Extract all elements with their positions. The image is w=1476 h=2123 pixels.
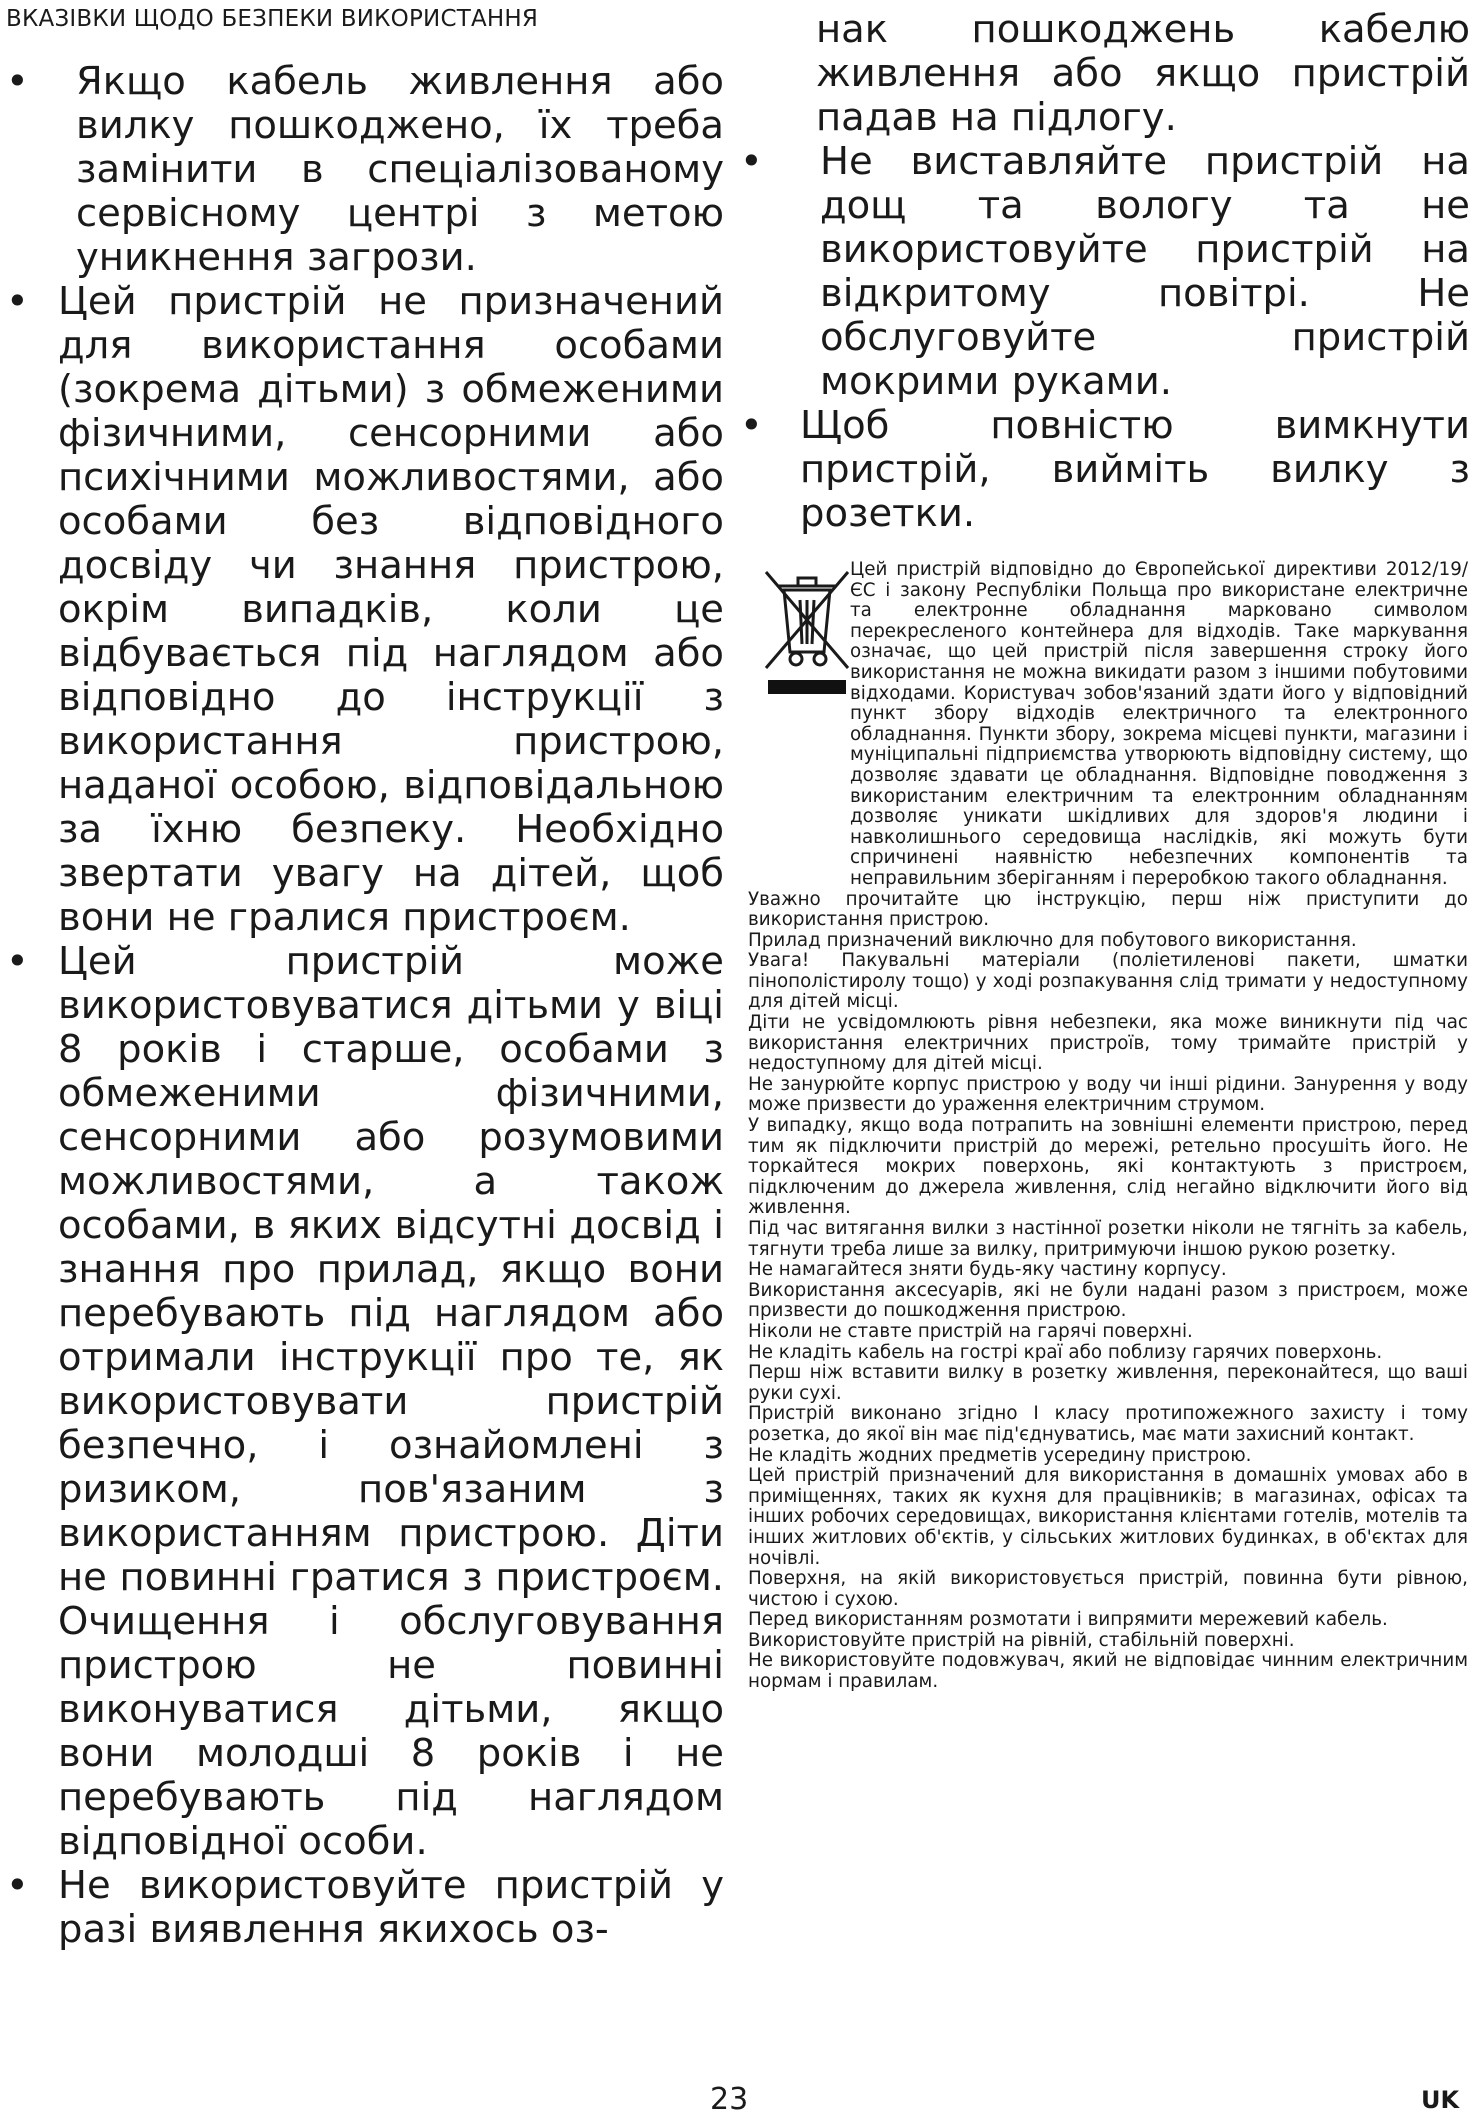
weee-paragraph: Цей пристрій відповідно до Європейської директиви 2012/19/ЄС і закону Республіки Польща про використане електричне та електронне обладнання марковано символом перекресленого контейнера для відходів. Таке маркування означає, що цей пристрій після завершення строку його використання не можна викидати разом з іншими побутовими відходами. Користувач зобов'язаний здати його у відповідний пункт збору відходів електричного та електронного обладнання. Пункти збору, зокрема місцеві пункти, магазини і муніципальні підприємства утворюють відповідну систему, що дозволяє здавати це обладнання. Відповідне поводження з використаним електричним та електронним обладнанням дозволяє уникати шкідливих для здоров'я людини і навколишнього середовища наслідків, які можуть бути спричинені наявністю небезпечних компонентів та неправильним зберіганням і переробкою такого обладнання.	[850, 559, 1468, 889]
note: Увага! Пакувальні матеріали (поліетиленові пакети, шматки пінополістиролу тощо) у ході розпакування слід тримати у недоступному для дітей місці.	[748, 950, 1468, 1013]
bullet-text: Цей пристрій може використовуватися дітьми у віці 8 років і старше, особами з обмеженими фізичними, сенсорними або розумовими можливостями, а також особами, в яких відсутні досвід і знання про прилад, якщо вони перебувають під наглядом або отримали інструкції про те, як використовувати пристрій безпечно, і ознайомлені з ризиком, пов'язаним з використанням пристрою. Діти не повинні гратися з пристроєм. Очищення і обслуговування пристрою не повинні виконуватися дітьми, якщо вони молодші 8 років і не перебувають під наглядом відповідної особи.	[58, 939, 724, 1864]
bullet-text: Не використовуйте пристрій у разі виявлення якихось оз-	[58, 1863, 724, 1952]
note: Використовуйте пристрій на рівній, стабільній поверхні.	[748, 1629, 1295, 1651]
note: Ніколи не ставте пристрій на гарячі поверхні.	[748, 1320, 1193, 1342]
bullet: •	[740, 139, 763, 184]
weee-and-notes	[748, 560, 1468, 1693]
note: Діти не усвідомлюють рівня небезпеки, яка може виникнути під час використання електричних пристроїв, тому тримайте пристрій у недоступному для дітей місці.	[748, 1012, 1468, 1075]
note: Не кладіть жодних предметів усередину пристрою.	[748, 1444, 1252, 1466]
bullet-text: Цей пристрій не призначений для використання особами (зокрема дітьми) з обмеженими фізичними, сенсорними або психічними можливостями, або особами без відповідного досвіду чи знання пристрою, окрім випадків, коли це відбувається під наглядом або відповідно до інструкції з використання пристрою, наданої особою, відповідальною за їхню безпеку. Необхідно звертати увагу на дітей, щоб вони не гралися пристроєм.	[58, 279, 724, 940]
note: Перед використанням розмотати і випрямити мережевий кабель.	[748, 1609, 1388, 1631]
bullet: •	[6, 1863, 29, 1908]
note: Поверхня, на якій використовується пристрій, повинна бути рівною, чистою і сухою.	[748, 1568, 1468, 1610]
page-number: 23	[710, 2082, 749, 2117]
bullet-text: Якщо кабель живлення або вилку пошкоджено, їх треба замінити в спеціалізованому сервісному центрі з метою уникнення загрози.	[76, 59, 724, 280]
list-item	[740, 404, 1470, 536]
bullet: •	[6, 939, 29, 984]
note: У випадку, якщо вода потрапить на зовнішні елементи пристрою, перед тим як підключити пристрій до мережі, ретельно просушіть його. Не торкайтеся мокрих поверхонь, які контактують з пристроєм, підключеним до джерела живлення, слід негайно відключити його від живлення.	[748, 1115, 1468, 1219]
bullet-text: Не виставляйте пристрій на дощ та вологу та не використовуйте пристрій на відкритому повітрі. Не обслуговуйте пристрій мокрими руками.	[820, 139, 1470, 404]
list-item	[6, 940, 724, 1864]
note: Цей пристрій призначений для використання в домашніх умовах або в приміщеннях, таких як кухня для працівників; в магазинах, офісах та інших робочих середовищах, використання клієнтами готелів, мотелів та інших житлових об'єктів, у сільських житлових будинках, в об'єктах для ночівлі.	[748, 1465, 1468, 1569]
note: Не намагайтеся зняти будь-яку частину корпусу.	[748, 1259, 1227, 1281]
note: Використання аксесуарів, які не були надані разом з пристроєм, може призвести до пошкодження пристрою.	[748, 1279, 1468, 1322]
list-item	[6, 280, 724, 940]
note: Не занурюйте корпус пристрою у воду чи інші рідини. Занурення у воду може призвести до ураження електричним струмом.	[748, 1073, 1468, 1116]
continued-text: нак пошкоджень кабелю живлення або якщо пристрій падав на підлогу.	[816, 7, 1470, 140]
language-code: UK	[1421, 2086, 1460, 2114]
bullet-text: Щоб повністю вимкнути пристрій, вийміть вилку з розетки.	[800, 403, 1470, 536]
note: Не використовуйте подовжувач, який не відповідає чинним електричним нормам і правилам.	[748, 1650, 1468, 1693]
left-column	[6, 60, 724, 1952]
note: Перш ніж вставити вилку в розетку живлення, переконайтеся, що ваші руки сухі.	[748, 1362, 1468, 1404]
bullet: •	[6, 279, 29, 324]
bullet: •	[740, 403, 763, 448]
note: Уважно прочитайте цю інструкцію, перш ніж приступити до використання пристрою.	[748, 888, 1468, 931]
note: Прилад призначений виключно для побутового використання.	[748, 929, 1357, 951]
list-item	[6, 1864, 724, 1952]
page-header: ВКАЗІВКИ ЩОДО БЕЗПЕКИ ВИКОРИСТАННЯ	[6, 6, 539, 32]
list-item	[6, 60, 724, 280]
list-item	[740, 140, 1470, 404]
note: Під час витягання вилки з настінної розетки ніколи не тягніть за кабель, тягнути треба лише за вилку, притримуючи іншою рукою розетку.	[748, 1218, 1468, 1260]
note: Не кладіть кабель на гострі краї або поблизу гарячих поверхонь.	[748, 1341, 1383, 1363]
note: Пристрій виконано згідно I класу протипожежного захисту і тому розетка, до якої він має під'єднуватись, має мати захисний контакт.	[748, 1403, 1469, 1445]
right-column	[740, 8, 1470, 536]
bullet: •	[6, 59, 29, 104]
